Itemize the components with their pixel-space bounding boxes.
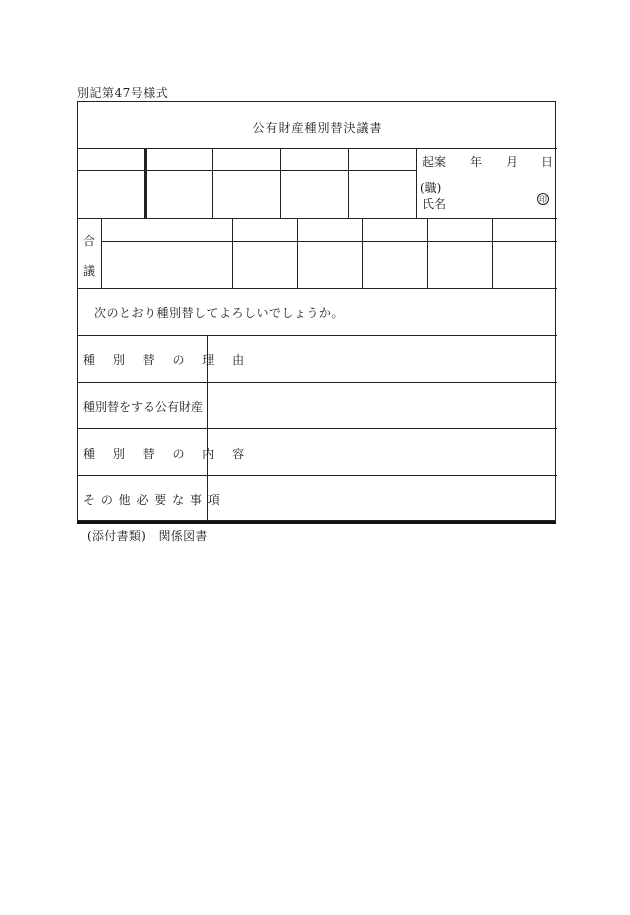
approval-divider-4 — [348, 148, 349, 218]
seal-mark: 印 — [539, 195, 547, 204]
draft-year: 年 — [470, 155, 483, 169]
rule-row-2 — [78, 428, 557, 429]
approval-divider-3 — [280, 148, 281, 218]
form-title: 公有財産種別替決議書 — [252, 121, 383, 135]
row-label-reason: 種 別 替 の 理 由 — [83, 353, 252, 367]
rule-request-bottom — [78, 335, 557, 336]
consultation-label-1: 合 — [83, 234, 96, 248]
name-label: 氏名 — [422, 197, 447, 211]
draft-month: 月 — [506, 155, 519, 169]
rule-consult-mid — [101, 241, 557, 242]
form-number: 別記第47号様式 — [77, 86, 169, 100]
rule-row-1 — [78, 382, 557, 383]
attachment-note: (添付書類) 関係図書 — [87, 529, 208, 543]
resolution-form — [77, 101, 556, 521]
consult-divider-4 — [427, 218, 428, 288]
consult-divider-1 — [232, 218, 233, 288]
consult-divider-5 — [492, 218, 493, 288]
consult-divider-3 — [362, 218, 363, 288]
request-text: 次のとおり種別替してよろしいでしょうか。 — [94, 306, 345, 320]
row-label-content: 種 別 替 の 内 容 — [83, 447, 252, 461]
bottom-thick-rule — [77, 521, 556, 524]
row-label-other: そ の 他 必 要 な 事 項 — [83, 493, 221, 507]
rule-title-bottom — [78, 148, 557, 149]
approval-divider-1b — [145, 148, 147, 218]
position-label: (職) — [420, 181, 442, 195]
consult-divider-2 — [297, 218, 298, 288]
rule-consult-bottom — [78, 288, 557, 289]
rule-approval-mid — [78, 170, 416, 171]
approval-divider-2 — [212, 148, 213, 218]
draft-day: 日 — [541, 155, 554, 169]
rule-approval-bottom — [78, 218, 557, 219]
consult-label-divider — [101, 218, 102, 288]
rule-row-3 — [78, 475, 557, 476]
draft-label: 起案 — [422, 155, 447, 169]
row-label-property: 種別替をする公有財産 — [83, 400, 204, 414]
approval-divider-5 — [416, 148, 417, 218]
consultation-label-2: 議 — [83, 264, 96, 278]
